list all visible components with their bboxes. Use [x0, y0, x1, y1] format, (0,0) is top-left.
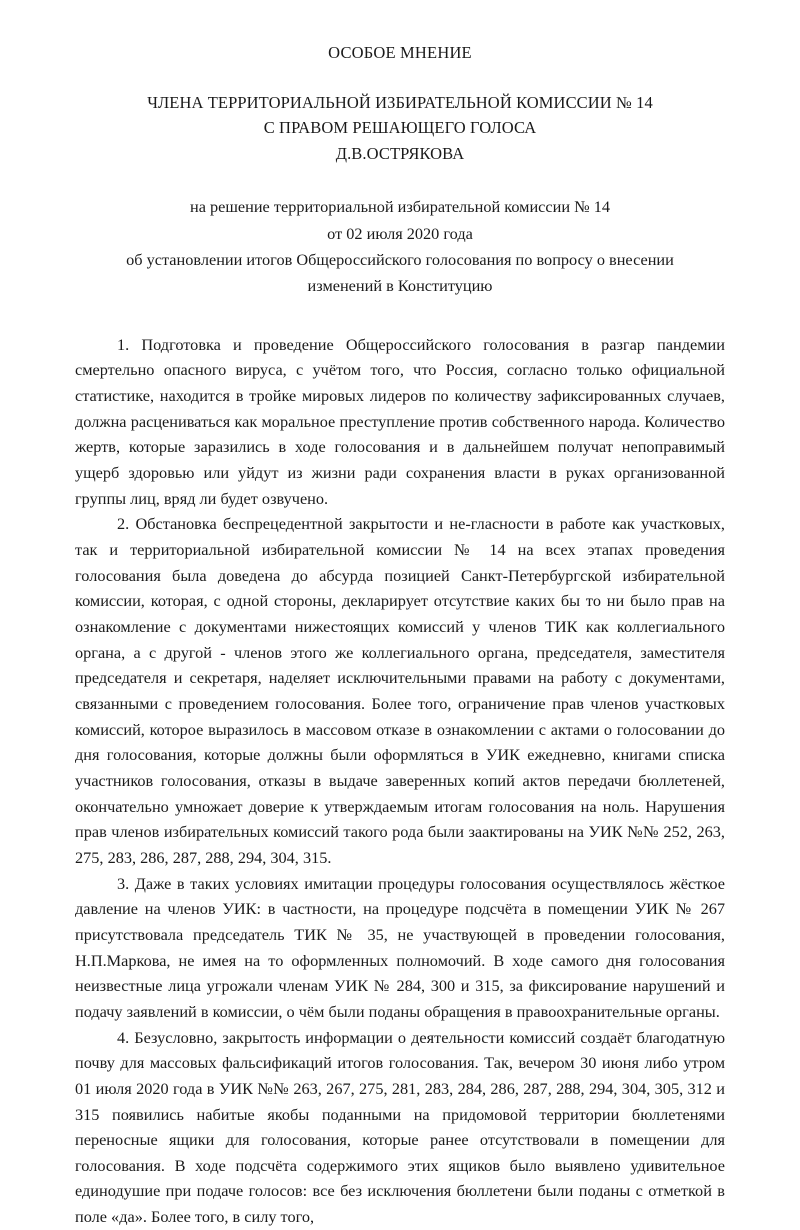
subject-line-1: на решение территориальной избирательной комиссии № 14: [189, 197, 611, 217]
addressee-line-2: С ПРАВОМ РЕШАЮЩЕГО ГОЛОСА: [263, 118, 537, 138]
paragraph-1: 1. Подготовка и проведение Общероссийского голосования в разгар пандемии смертельно опасного вируса, с учётом того, что Россия, согласно только официальной статистике, находится в тройке мировых лидеров по количеству зафиксированных случаев, должна расцениваться как моральное преступление против собственного народа. Количество жертв, которые заразились в ходе голосования и в дальнейшем получат непоправимый ущерб здоровью или уйдут из жизни ради сохранения власти в руках организованной группы лиц, вряд ли будет озвучено.: [75, 334, 725, 508]
paragraph-4: 4. Безусловно, закрытость информации о деятельности комиссий создаёт благодатную почву для массовых фальсификаций итогов голосования. Так, вечером 30 июня либо утром 01 июля 2020 года в УИК №№ 263, 267, 275, 281, 283, 284, 286, 287, 288, 294, 304, 305, 312 и 315 появились набитые якобы поданными на придомовой территории бюллетенями переносные ящики для голосования, которые ранее отсутствовали в помещении для голосования. В ходе подсчёта содержимого этих ящиков было выявлено удивительное единодушие при подаче голосов: все без исключения бюллетени были поданы с отметкой в поле «да». Более того, в силу того,: [75, 1027, 725, 1227]
paragraph-3: 3. Даже в таких условиях имитации процедуры голосования осуществлялось жёсткое давление на членов УИК: в частности, на процедуре подсчёта в помещении УИК № 267 присутствовала председатель ТИК № 35, не участвующей в проведении голосования, Н.П.Маркова, не имея на то оформленных полномочий. В ходе самого дня голосования неизвестные лица угрожали членам УИК № 284, 300 и 315, за фиксирование нарушений и подачу заявлений в комиссии, о чём были поданы обращения в правоохранительные органы.: [75, 873, 725, 1021]
addressee-line-3: Д.В.ОСТРЯКОВА: [335, 143, 465, 163]
page-title: ОСОБОЕ МНЕНИЕ: [328, 43, 472, 62]
subject-line-4: изменений в Конституцию: [307, 276, 493, 296]
addressee-line-1: ЧЛЕНА ТЕРРИТОРИАЛЬНОЙ ИЗБИРАТЕЛЬНОЙ КОМИССИИ № 14: [147, 92, 653, 112]
addressee-block: [75, 66, 725, 167]
subject-line-3: об установлении итогов Общероссийского голосования по вопросу о внесении: [126, 250, 674, 270]
paragraph-2: 2. Обстановка беспрецедентной закрытости и не-гласности в работе как участковых, так и территориальной избирательной комиссии № 14 на всех этапах проведения голосования была доведена до абсурда позицией Санкт-Петербургской избирательной комиссии, которая, с одной стороны, декларирует отсутствие каких бы то ни было прав на ознакомление с документами нижестоящих комиссий у членов ТИК как коллегиального органа, а с другой - членов этого же коллегиального органа, председателя, заместителя председателя и секретаря, наделяет исключительными правами на работу с документами, связанными с проведением голосования. Более того, ограничение прав членов участковых комиссий, которое выразилось в массовом отказе в ознакомлении с актами о голосовании до дня голосования, которые должны были оформляться в УИК ежедневно, книгами списка участников голосования, отказы в выдаче заверенных копий актов передачи бюллетеней, окончательно умножает доверие к утверждаемым итогам голосования на ноль. Нарушения прав членов избирательных комиссий такого рода были заактированы на УИК №№ 252, 263, 275, 283, 286, 287, 288, 294, 304, 315.: [75, 514, 725, 867]
subject-block: [75, 166, 725, 300]
document-body: [75, 300, 725, 1230]
subject-line-2: от 02 июля 2020 года: [327, 223, 473, 243]
